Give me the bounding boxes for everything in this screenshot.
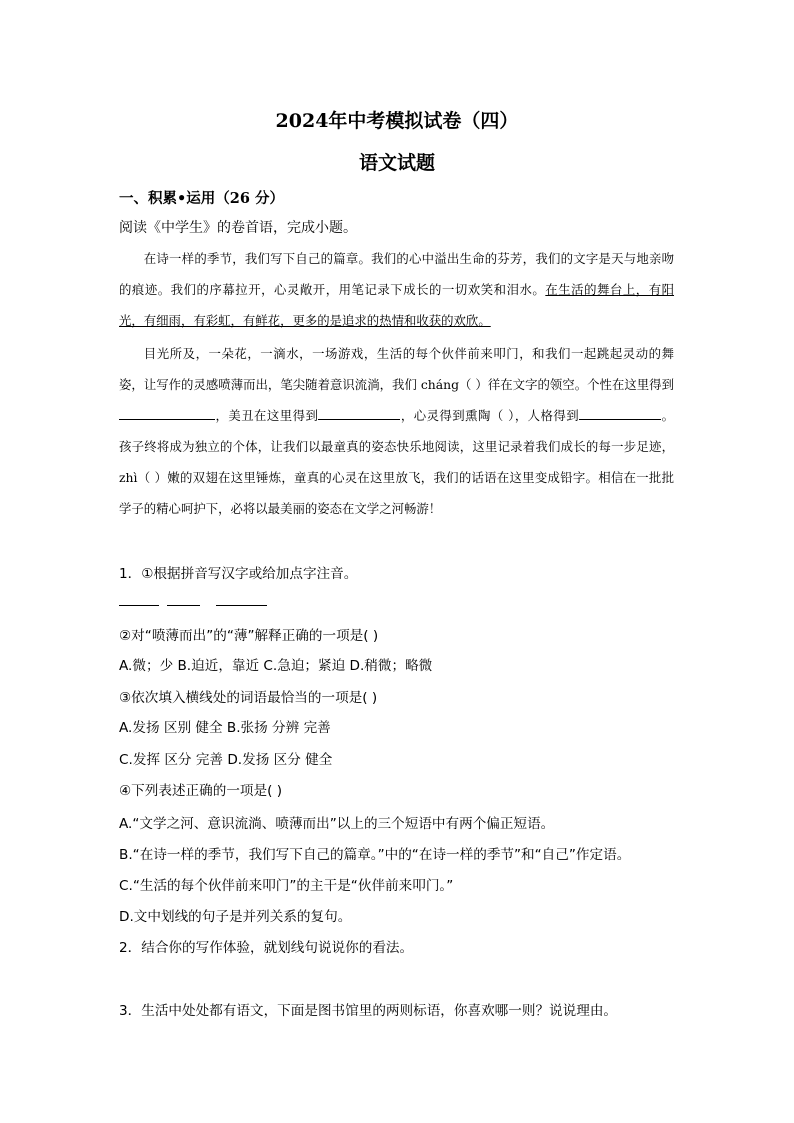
answer-line-2[interactable]	[167, 605, 200, 606]
fill-blank-3[interactable]	[579, 407, 661, 420]
question-1-4: ④下列表述正确的一项是( )	[119, 783, 283, 799]
passage-text: ，美丑在这里得到	[215, 408, 319, 423]
question-1-4-option-b: B.“在诗一样的季节，我们写下自己的篇章。”中的“在诗一样的季节”和“自己”作定语。	[119, 847, 631, 863]
question-1-4-option-a: A.“文学之河、意识流淌、喷薄而出”以上的三个短语中有两个偏正短语。	[119, 816, 555, 832]
question-1-4-option-d: D.文中划线的句子是并列关系的复句。	[119, 909, 352, 925]
question-3: 3．生活中处处都有语文，下面是图书馆里的两则标语，你喜欢哪一则？说说理由。	[119, 1003, 618, 1019]
exam-title: 2024年中考模拟试卷（四）	[275, 110, 519, 132]
passage-paragraph-2	[119, 338, 674, 524]
reading-instruction: 阅读《中学生》的卷首语，完成小题。	[119, 220, 357, 236]
fill-blank-1[interactable]	[119, 407, 215, 420]
exam-subtitle: 语文试题	[358, 152, 435, 174]
passage-text: 在诗一样的季节，我们写下自己的篇章。我们的心中溢出生命的芬芳，我们的文字是天与地亲吻的痕迹。我们的序幕拉开，心灵敞开，用笔记录下成长的一切欢笑和泪水。	[119, 251, 674, 297]
question-1: 1．①根据拼音写汉字或给加点字注音。	[119, 566, 358, 582]
question-1-2: ②对“喷薄而出”的“薄”解释正确的一项是( )	[119, 628, 379, 644]
passage-text: 目光所及，一朵花，一滴水，一场游戏，生活的每个伙伴前来叩门，和我们一起跳起灵动的舞姿，让写作的灵感喷薄而出，笔尖随着意识流淌，我们 cháng（ ）徉在文字的领空。个性在这里得到	[119, 346, 674, 392]
question-1-3-options-ab: A.发扬 区别 健全 B.张扬 分辨 完善	[119, 720, 331, 736]
answer-line-1[interactable]	[119, 605, 159, 606]
question-1-3: ③依次填入横线处的词语最恰当的一项是( )	[119, 690, 378, 706]
passage-text: ，心灵得到熏陶（ ），人格得到	[400, 408, 580, 423]
section-heading: 一、积累•运用（26 分）	[119, 190, 284, 207]
passage-paragraph-1	[119, 243, 674, 336]
underlined-sentence: 在生活的舞台上，有阳光，有细雨，有彩虹，有鲜花，更多的是追求的热情和收获的欢欣。	[119, 282, 675, 328]
passage-text: 。孩子终将成为独立的个体，让我们以最童真的姿态快乐地阅读，这里记录着我们成长的每一步足迹，zhì（ ）嫩的双翅在这里锤炼，童真的心灵在这里放飞，我们的话语在这里变成铅字。相信在一批批学子的精心呵护下，必将以最美丽的姿态在文学之河畅游！	[119, 408, 675, 516]
question-1-3-options-cd: C.发挥 区分 完善 D.发扬 区分 健全	[119, 752, 333, 768]
question-1-4-option-c: C.“生活的每个伙伴前来叩门”的主干是“伙伴前来叩门。”	[119, 878, 454, 894]
question-1-2-options: A.微；少 B.迫近，靠近 C.急迫；紧迫 D.稍微；略微	[119, 658, 433, 674]
question-2: 2．结合你的写作体验，就划线句说说你的看法。	[119, 940, 414, 956]
answer-line-3[interactable]	[216, 605, 267, 606]
fill-blank-2[interactable]	[318, 407, 400, 420]
